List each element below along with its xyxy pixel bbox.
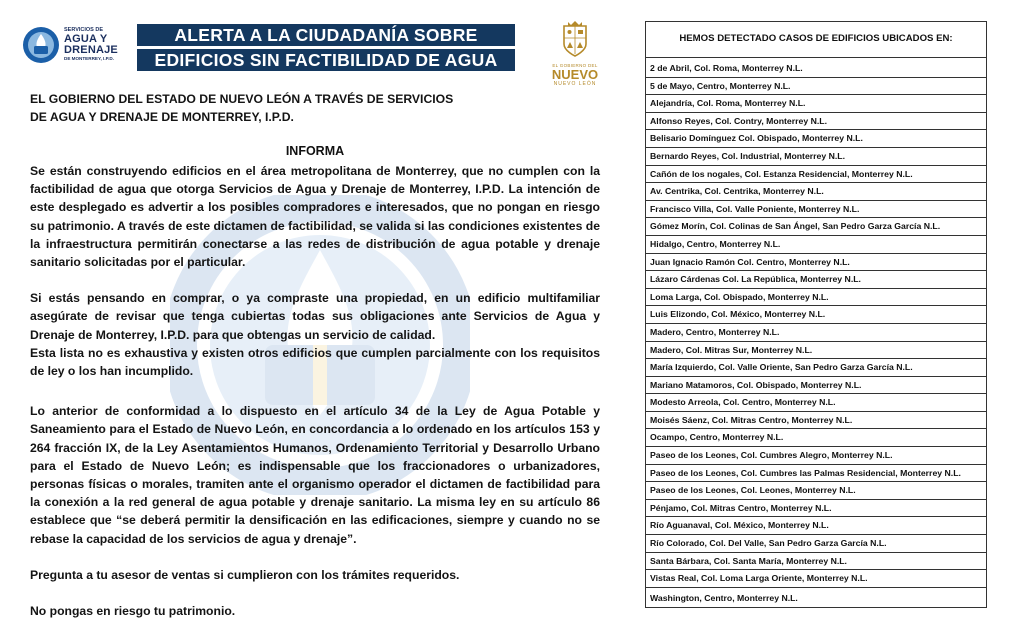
paragraph-1: Se están construyendo edificios en el área metropolitana de Monterrey, que no cumplen con la factibilidad de agua que otorga Servicios de Agua y Drenaje de Monterrey, I.P.D. La intención de este desplegado es advertir a los posibles compradores e interesados, que no pongan en riesgo su patrimonio. A través de este dictamen de factibilidad, se valida si las condiciones existentes de la infraestructura permitirán conectarse a las redes de distribución de agua potable y drenaje sanitario solicitadas por el particular. — [30, 164, 600, 270]
informa-heading: INFORMA — [285, 144, 345, 158]
list-item: Hidalgo, Centro, Monterrey N.L. — [646, 236, 986, 254]
paragraph-6: No pongas en riesgo tu patrimonio. — [30, 604, 236, 619]
sadm-logo-icon — [22, 26, 60, 64]
list-item: Av. Centrika, Col. Centrika, Monterrey N.L. — [646, 183, 986, 201]
list-item: Modesto Arreola, Col. Centro, Monterrey N.L. — [646, 394, 986, 412]
list-item: Alfonso Reyes, Col. Contry, Monterrey N.L. — [646, 113, 986, 131]
list-item: Belisario Domínguez Col. Obispado, Monterrey N.L. — [646, 130, 986, 148]
sadm-logo-line4: DE MONTERREY, I.P.D. — [64, 56, 114, 62]
intro-line-2: DE AGUA Y DRENAJE DE MONTERREY, I.P.D. — [30, 110, 294, 125]
list-item: Río Colorado, Col. Del Valle, San Pedro Garza García N.L. — [646, 535, 986, 553]
list-item: Francisco Villa, Col. Valle Poniente, Monterrey N.L. — [646, 201, 986, 219]
list-item: Santa Bárbara, Col. Santa María, Monterrey N.L. — [646, 553, 986, 571]
banner-line-1: ALERTA A LA CIUDADANÍA SOBRE — [137, 24, 515, 46]
buildings-list-rows — [646, 60, 986, 609]
list-item: Madero, Col. Mitras Sur, Monterrey N.L. — [646, 342, 986, 360]
list-item: 5 de Mayo, Centro, Monterrey N.L. — [646, 78, 986, 96]
paragraph-2: Si estás pensando en comprar, o ya compraste una propiedad, en un edificio multifamiliar asegúrate de revisar que tenga cubiertas todas sus obligaciones ante Servicios de Agua y Drenaje de Monterrey, I.P.D. para que obtengas un servicio de calidad. — [30, 291, 600, 342]
banner-line-2: EDIFICIOS SIN FACTIBILIDAD DE AGUA — [137, 49, 515, 71]
list-item: Paseo de los Leones, Col. Cumbres las Palmas Residencial, Monterrey N.L. — [646, 465, 986, 483]
list-item: Madero, Centro, Monterrey N.L. — [646, 324, 986, 342]
nl-logo-big: NUEVO — [551, 67, 599, 82]
list-item: Alejandría, Col. Roma, Monterrey N.L. — [646, 95, 986, 113]
nl-logo-sub: NUEVO LEÓN — [553, 81, 597, 87]
list-item: Luis Elizondo, Col. México, Monterrey N.L. — [646, 306, 986, 324]
alert-banner — [137, 24, 515, 72]
sadm-logo-line3: DRENAJE — [64, 44, 118, 57]
list-item: Gómez Morín, Col. Colinas de San Ángel, San Pedro Garza García N.L. — [646, 218, 986, 236]
buildings-list — [645, 21, 987, 608]
list-item: María Izquierdo, Col. Valle Oriente, San Pedro Garza García N.L. — [646, 359, 986, 377]
list-item: 2 de Abril, Col. Roma, Monterrey N.L. — [646, 60, 986, 78]
nuevo-leon-logo — [547, 20, 603, 87]
list-item: Ocampo, Centro, Monterrey N.L. — [646, 429, 986, 447]
intro-line-1: EL GOBIERNO DEL ESTADO DE NUEVO LEÓN A TRAVÉS DE SERVICIOS — [30, 92, 454, 106]
list-item: Washington, Centro, Monterrey N.L. — [650, 592, 798, 603]
list-item: Pénjamo, Col. Mitras Centro, Monterrey N.L. — [646, 500, 986, 518]
list-item: Moisés Sáenz, Col. Mitras Centro, Monterrey N.L. — [646, 412, 986, 430]
list-item: Paseo de los Leones, Col. Leones, Monterrey N.L. — [646, 482, 986, 500]
intro-text — [30, 90, 600, 126]
list-item: Paseo de los Leones, Col. Cumbres Alegro, Monterrey N.L. — [646, 447, 986, 465]
sadm-logo — [22, 26, 118, 64]
buildings-list-header: HEMOS DETECTADO CASOS DE EDIFICIOS UBICADOS EN: — [646, 22, 986, 58]
list-item: Loma Larga, Col. Obispado, Monterrey N.L. — [646, 289, 986, 307]
paragraph-3: Esta lista no es exhaustiva y existen otros edificios que cumplen parcialmente con los requisitos de ley o los han incumplido. — [30, 345, 600, 379]
list-item: Juan Ignacio Ramón Col. Centro, Monterrey N.L. — [646, 254, 986, 272]
list-item: Mariano Matamoros, Col. Obispado, Monterrey N.L. — [646, 377, 986, 395]
list-item: Río Aguanaval, Col. México, Monterrey N.L. — [646, 517, 986, 535]
paragraph-5: Pregunta a tu asesor de ventas si cumplieron con los trámites requeridos. — [30, 567, 460, 582]
paragraph-4: Lo anterior de conformidad a lo dispuesto en el artículo 34 de la Ley de Agua Potable y Saneamiento para el Estado de Nuevo León, en concordancia a lo ordenado en los artículos 153 y 264 fracción IX, de la Ley Asentamientos Humanos, Ordenamiento Territorial y Desarrollo Urbano para el Estado de Nuevo León; es indispensable que los fraccionadores o urbanizadores, personas físicas o morales, tramiten ante el organismo operador el dictamen de factibilidad para la conexión a la red general de agua potable y drenaje sanitario. La misma ley en su artículo 86 establece que “se deberá permitir la densificación en las edificaciones, siempre y cuando no se rebase la capacidad de los servicios de agua y drenaje”. — [30, 404, 600, 546]
nuevo-leon-shield-icon — [560, 20, 590, 58]
list-item: Vistas Real, Col. Loma Larga Oriente, Monterrey N.L. — [646, 570, 986, 588]
nl-logo-small: EL GOBIERNO DEL — [552, 63, 598, 68]
list-item: Bernardo Reyes, Col. Industrial, Monterrey N.L. — [646, 148, 986, 166]
list-item: Cañón de los nogales, Col. Estanza Residencial, Monterrey N.L. — [646, 166, 986, 184]
sadm-logo-line2: AGUA Y — [64, 32, 108, 45]
body-text — [30, 162, 600, 630]
sadm-logo-line1: SERVICIOS DE — [64, 27, 104, 34]
list-item: Lázaro Cárdenas Col. La República, Monterrey N.L. — [646, 271, 986, 289]
